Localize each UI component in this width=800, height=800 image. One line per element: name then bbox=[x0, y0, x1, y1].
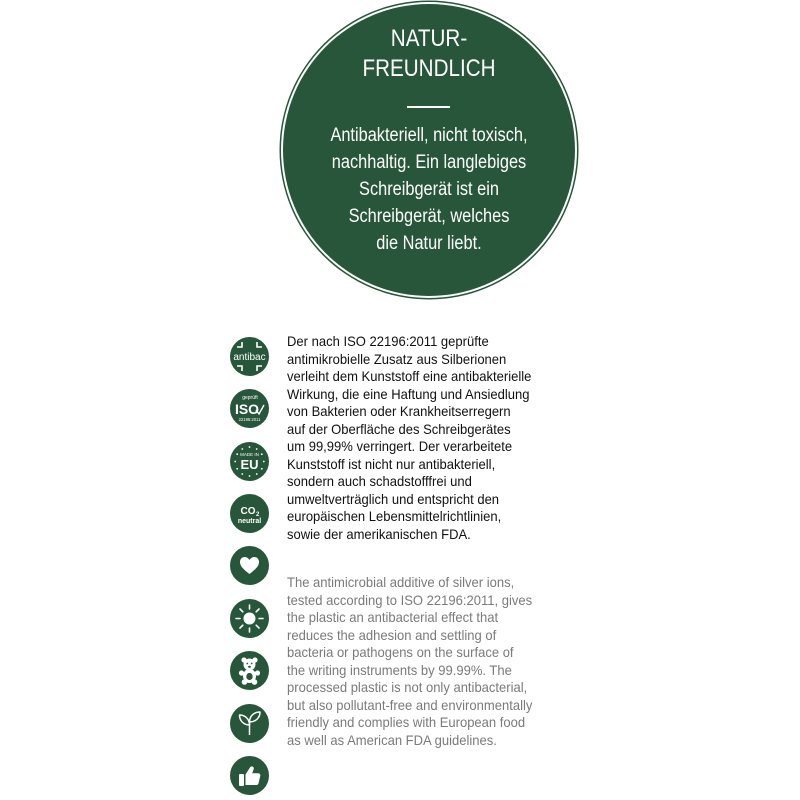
iso-bottom-label: 22196:2011 bbox=[238, 417, 261, 422]
description-german: Der nach ISO 22196:2011 geprüfte antimikrobielle Zusatz aus Silberionen verleiht dem Kunststoff eine antibakterielle Wirkung, die eine Haftung und Ansiedlung von Bakterien oder Krankheitserregern auf der Oberfläche des Schreibgerätes um 99,99% verringert. Der verarbeitete Kunststoff ist nicht nur antibakteriell, sondern auch schadstofffrei und umweltverträglich und entspricht den europäischen Lebensmittelrichtlinien, sowie der amerikanischen FDA. bbox=[287, 333, 532, 542]
badge-divider bbox=[407, 106, 450, 108]
description-english: The antimicrobial additive of silver ions, tested according to ISO 22196:2011, gives the plastic an antibacterial effect that reduces the adhesion and settling of bacteria or pathogens on the surface of the writing instruments by 99.99%. The processed plastic is not only antibacterial, but also pollutant-free and environmentally friendly and complies with European food as well as American FDA guidelines. bbox=[287, 574, 533, 748]
plant-sprout-icon bbox=[230, 704, 269, 743]
heart-icon bbox=[230, 546, 269, 585]
co2-subscript: 2 bbox=[256, 512, 260, 518]
sun-icon bbox=[230, 599, 269, 638]
badge-title bbox=[303, 24, 554, 84]
thumbs-up-icon bbox=[230, 756, 269, 795]
nature-friendly-badge bbox=[283, 4, 575, 296]
antibac-icon bbox=[230, 337, 269, 376]
co2-neutral-icon bbox=[230, 494, 269, 533]
badge-text: Antibakteriell, nicht toxisch, nachhaltig. Ein langlebiges Schreibgerät ist ein Schreibgerät, welches die Natur liebt. bbox=[330, 125, 528, 254]
iso-certified-icon bbox=[230, 389, 269, 428]
made-in-label: MADE IN bbox=[240, 452, 259, 457]
co2-label: CO bbox=[240, 506, 256, 517]
eu-label: EU bbox=[240, 457, 259, 472]
antibac-label: antibac bbox=[233, 352, 266, 363]
iso-main-label: ISO bbox=[234, 401, 260, 417]
iso-top-label: geprüft bbox=[242, 395, 258, 401]
badge-title-line2: FREUNDLICH bbox=[362, 55, 496, 82]
made-in-eu-icon bbox=[230, 442, 269, 481]
teddy-bear-icon bbox=[230, 651, 269, 690]
neutral-label: neutral bbox=[237, 518, 262, 525]
badge-title-line1: NATUR- bbox=[390, 25, 468, 52]
